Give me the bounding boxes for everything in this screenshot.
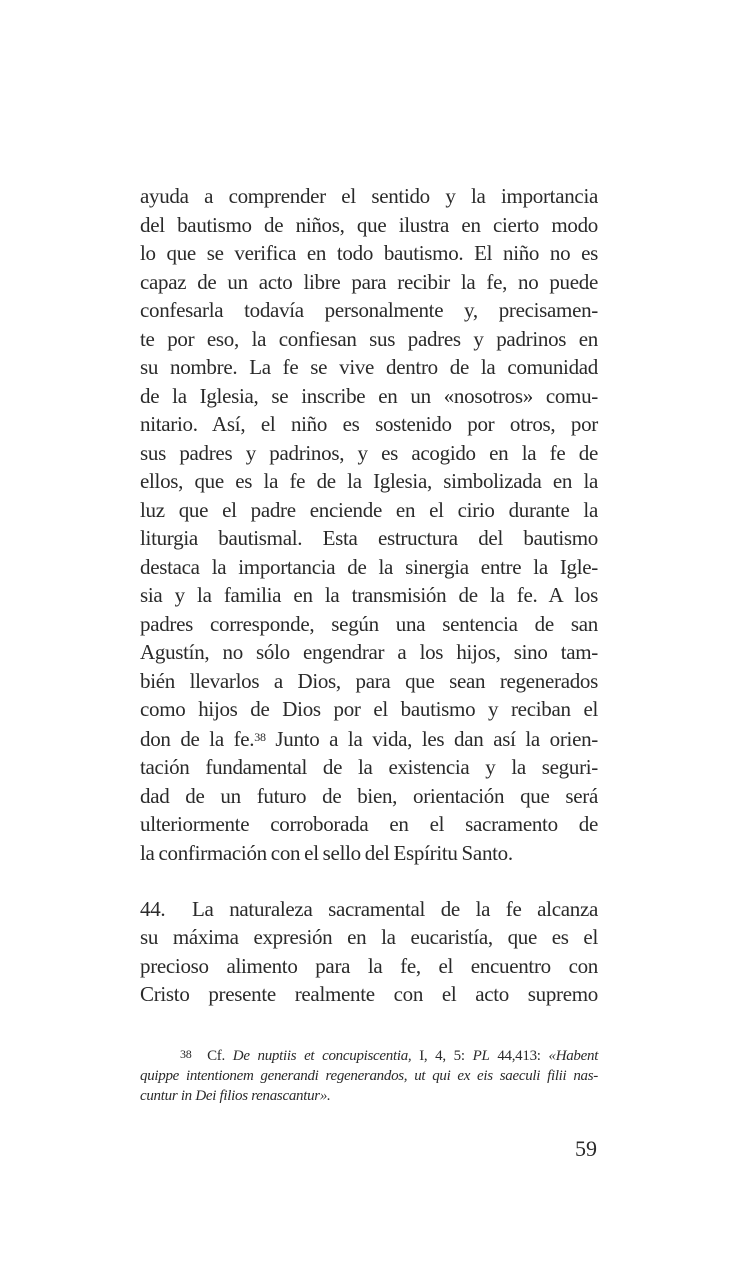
text-line: sus padres y padrinos, y es acogido en la fe de (140, 440, 598, 465)
text-line: Cristo presente realmente con el acto supremo (140, 982, 598, 1006)
text-line-with-note: don de la fe.$^{38}$ Junto a la vida, les dan así la orien- (140, 727, 598, 751)
text-line: ayuda a comprender el sentido y la importancia (140, 184, 598, 208)
text-line: capaz de un acto libre para recibir la fe, no puede (140, 269, 598, 294)
text-line: Agustín, no sólo engendrar a los hijos, sino tam- (140, 640, 598, 664)
text-line: liturgia bautismal. Esta estructura del bautismo (140, 526, 598, 550)
footnote-line: quippe intentionem generandi regenerandos, ut qui ex eis saeculi filii nas- (140, 1068, 598, 1084)
text-line: dad de un futuro de bien, orientación que será (140, 783, 598, 808)
footnote-number: 38 (180, 1047, 192, 1061)
text-line: lo que se verifica en todo bautismo. El niño no es (140, 241, 598, 265)
text-line: bién llevarlos a Dios, para que sean regenerados (140, 668, 598, 693)
text-line: luz que el padre enciende en el cirio durante la (140, 497, 598, 522)
text-line: de la Iglesia, se inscribe en un «nosotros» comu- (140, 383, 598, 408)
text-line: tación fundamental de la existencia y la seguri- (140, 755, 598, 779)
footnote-line: cuntur in Dei filios renascantur». (140, 1088, 331, 1104)
text-line: confesarla todavía personalmente y, precisamen- (140, 298, 598, 322)
footnote-line: $^{38}$ Cf. De nuptiis et concupiscentia, I, 4, 5: PL 44,413: «Habent (180, 1047, 599, 1064)
text-line: nitario. Así, el niño es sostenido por otros, por (140, 412, 598, 436)
text-line: su máxima expresión en la eucaristía, que es el (140, 925, 598, 949)
text-line: del bautismo de niños, que ilustra en cierto modo (140, 212, 598, 237)
page-number: 59 (575, 1136, 597, 1161)
text-line: precioso alimento para la fe, el encuentro con (140, 953, 598, 978)
text-line: padres corresponde, según una sentencia de san (140, 611, 598, 636)
footnote-reference[interactable]: 38 (254, 730, 266, 744)
paragraph-number: 44. (140, 897, 166, 921)
text-line: te por eso, la confiesan sus padres y padrinos en (140, 326, 598, 351)
paragraph-44-first-line: 44. La naturaleza sacramental de la fe alcanza (140, 897, 598, 921)
text-line: sia y la familia en la transmisión de la fe. A los (140, 583, 598, 607)
text-line: la confirmación con el sello del Espíritu Santo. (140, 840, 513, 865)
text-line: ellos, que es la fe de la Iglesia, simbolizada en la (140, 469, 598, 493)
text-line: su nombre. La fe se vive dentro de la comunidad (140, 355, 598, 379)
text-line: ulteriormente corroborada en el sacramento de (140, 812, 598, 836)
text-line: destaca la importancia de la sinergia entre la Igle- (140, 554, 598, 579)
text-line: como hijos de Dios por el bautismo y reciban el (140, 697, 598, 721)
